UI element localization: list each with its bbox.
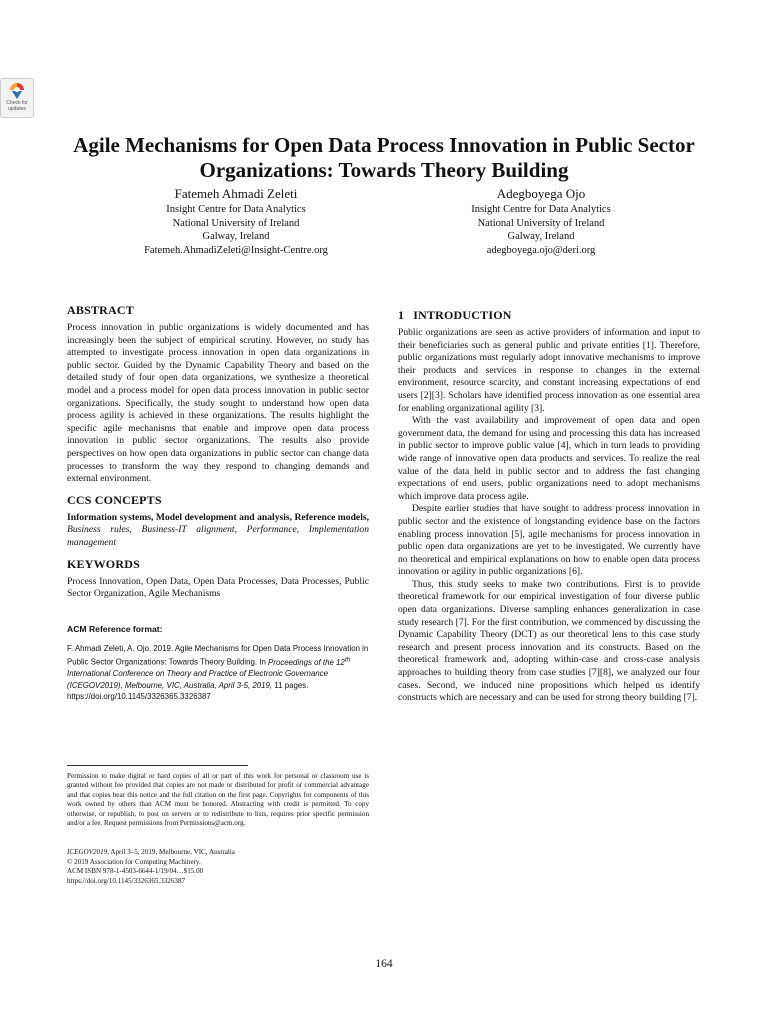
introduction-heading (398, 308, 700, 323)
publication-metadata (67, 848, 369, 886)
author-block-2 (381, 186, 701, 257)
badge-label-2: updates (8, 106, 26, 112)
isbn-line: ACM ISBN 978-1-4503-6644-1/19/04…$15.00 (67, 867, 204, 876)
ccs-bold-terms: Information systems, Model development and analysis, Reference models, (67, 511, 369, 523)
left-column (67, 303, 369, 702)
author-affiliation: Insight Centre for Data Analytics (471, 204, 611, 215)
author-name: Fatemeh Ahmadi Zeleti (174, 186, 298, 201)
author-email[interactable]: Fatemeh.AhmadiZeleti@Insight-Centre.org (144, 244, 328, 256)
intro-paragraph-2: With the vast availability and improvement of open data and open government data, the demand for using and processing this data has increased in public sector to improve public value [4], which in turn leads to providing wide range of innovative open data products and services. To realize the real value of the data held in public sector and to address the fast changing expectations of end users, public organizations need to adopt mechanisms which improve data process agile. (398, 415, 700, 502)
paper-title: Agile Mechanisms for Open Data Process Innovation in Public Sector Organizations: Towards Theory Building (73, 133, 695, 182)
author-email[interactable]: adegboyega.ojo@deri.org (486, 244, 596, 256)
check-for-updates-badge[interactable] (0, 78, 34, 118)
acm-ref-part2: 11 pages. https://doi.org/10.1145/3326365.3326387 (67, 680, 309, 701)
copyright-line: © 2019 Association for Computing Machinery. (67, 857, 201, 866)
keywords-heading: KEYWORDS (67, 556, 140, 571)
intro-paragraph-1: Public organizations are seen as active providers of information and input to their beneficiaries such as general public and private entities [1]. Therefore, public organizations must regularly adopt innovative mechanisms to improve their products and services in response to changes in the external environment, resource scarcity, and constant increasing expectations of end users [2][3]. Scholars have identified process innovation as one essential area for enabling organizational agility [3]. (398, 327, 700, 414)
author-block-1 (66, 186, 406, 257)
permission-notice: Permission to make digital or hard copies of all or part of this work for personal or classroom use is granted without fee provided that copies are not made or distributed for profit or commercial advantage and that copies bear this notice and the full citation on the first page. Copyrights for components of this work owned by others than ACM must be honored. Abstracting with credit is permitted. To copy otherwise, or republish, to post on servers or to redistribute to lists, requires prior specific permission and/or a fee. Request permissions from Permissions@acm.org. (67, 772, 369, 828)
crossmark-icon (9, 82, 25, 100)
abstract-heading: ABSTRACT (67, 303, 134, 317)
section-number: 1 (398, 308, 405, 322)
page-number: 164 (375, 958, 393, 970)
acm-reference-heading: ACM Reference format: (67, 623, 163, 634)
right-column (398, 308, 700, 705)
intro-paragraph-4: Thus, this study seeks to make two contributions. First is to provide theoretical framework for our empirical investigation of four diverse public open data organizations. Diverse sampling enhances generalization in case study research [7]. For the first contribution, we commenced by discussing the Dynamic Capability Theory (DCT) as our theoretical lens to this case study research and present process innovation and its constructs. Based on the theoretical framework and, adopting within-case and cross-case analysis approaches to building theory from case studies [7][8], we analyzed our four cases. Second, we induced nine propositions which helped us identify constructs which are necessary and can be used for strong theory building [7]. (398, 578, 700, 704)
conference-details: April 3–5, 2019, Melbourne, VIC, Australia (110, 848, 235, 856)
author-location: Galway, Ireland (507, 231, 575, 242)
author-name: Adegboyega Ojo (496, 186, 586, 201)
ccs-italic-terms: Business rules, Business-IT alignment, Performance, Implementation management (67, 524, 369, 548)
keywords-text: Process Innovation, Open Data, Open Data Processes, Data Processes, Public Sector Organization, Agile Mechanisms (67, 575, 369, 600)
abstract-text: Process innovation in public organizations is widely documented and has increasingly been the subject of empirical scrutiny. However, no study has attempted to investigate process innovation in open data organizations in public sector. Guided by the Dynamic Capability Theory and based on the detailed study of four open data organizations, we synthesize a theoretical model and a process model for open data process innovation in public sector organizations. Specifically, the study sought to understand how open data process agility is achieved in these organizations. The results highlight the specific agile mechanisms that enable and improve open data process innovation in public sector organizations. The results also provide perspectives on how open data organizations in public sector can change data processes to transform the way they respond to changing demands and external environment. (67, 322, 369, 485)
author-institution: National University of Ireland (477, 217, 605, 229)
author-location: Galway, Ireland (202, 231, 270, 242)
acm-ref-italic-b: International Conference on Theory and Practice of Electronic Governance (ICEGOV2019), Melbourne, VIC, Australia, April 3-5, 2019, (67, 669, 328, 690)
author-affiliation: Insight Centre for Data Analytics (166, 204, 306, 215)
ccs-heading: CCS CONCEPTS (67, 492, 162, 507)
author-institution: National University of Ireland (172, 217, 300, 229)
conference-line (67, 848, 369, 858)
acm-reference-text (67, 643, 369, 702)
badge-label-1: Check for (6, 100, 28, 106)
acm-ref-italic-a: Proceedings of the 12 (268, 658, 345, 668)
footnote-rule (67, 765, 248, 766)
conference-name: ICEGOV2019, (67, 848, 109, 856)
ccs-text (67, 512, 369, 550)
acm-ref-sup: th (344, 656, 351, 664)
doi-link[interactable]: https://doi.org/10.1145/3326365.3326387 (67, 876, 186, 885)
section-title: INTRODUCTION (413, 308, 512, 322)
acm-ref-part1: F. Ahmadi Zeleti, A. Ojo. 2019. Agile Mechanisms for Open Data Process Innovation in Public Sector Organizations: Towards Theory Building. In (67, 644, 369, 668)
intro-paragraph-3: Despite earlier studies that have sought to address process innovation in public sector and the existence of longstanding evidence base on the factors enabling process innovation [5], agile mechanisms for process innovation in public open data organizations are yet to be investigated. We currently have no theoretical and empirical explanations on how to enable open data process innovation or agility in public organizations [6]. (398, 503, 700, 578)
